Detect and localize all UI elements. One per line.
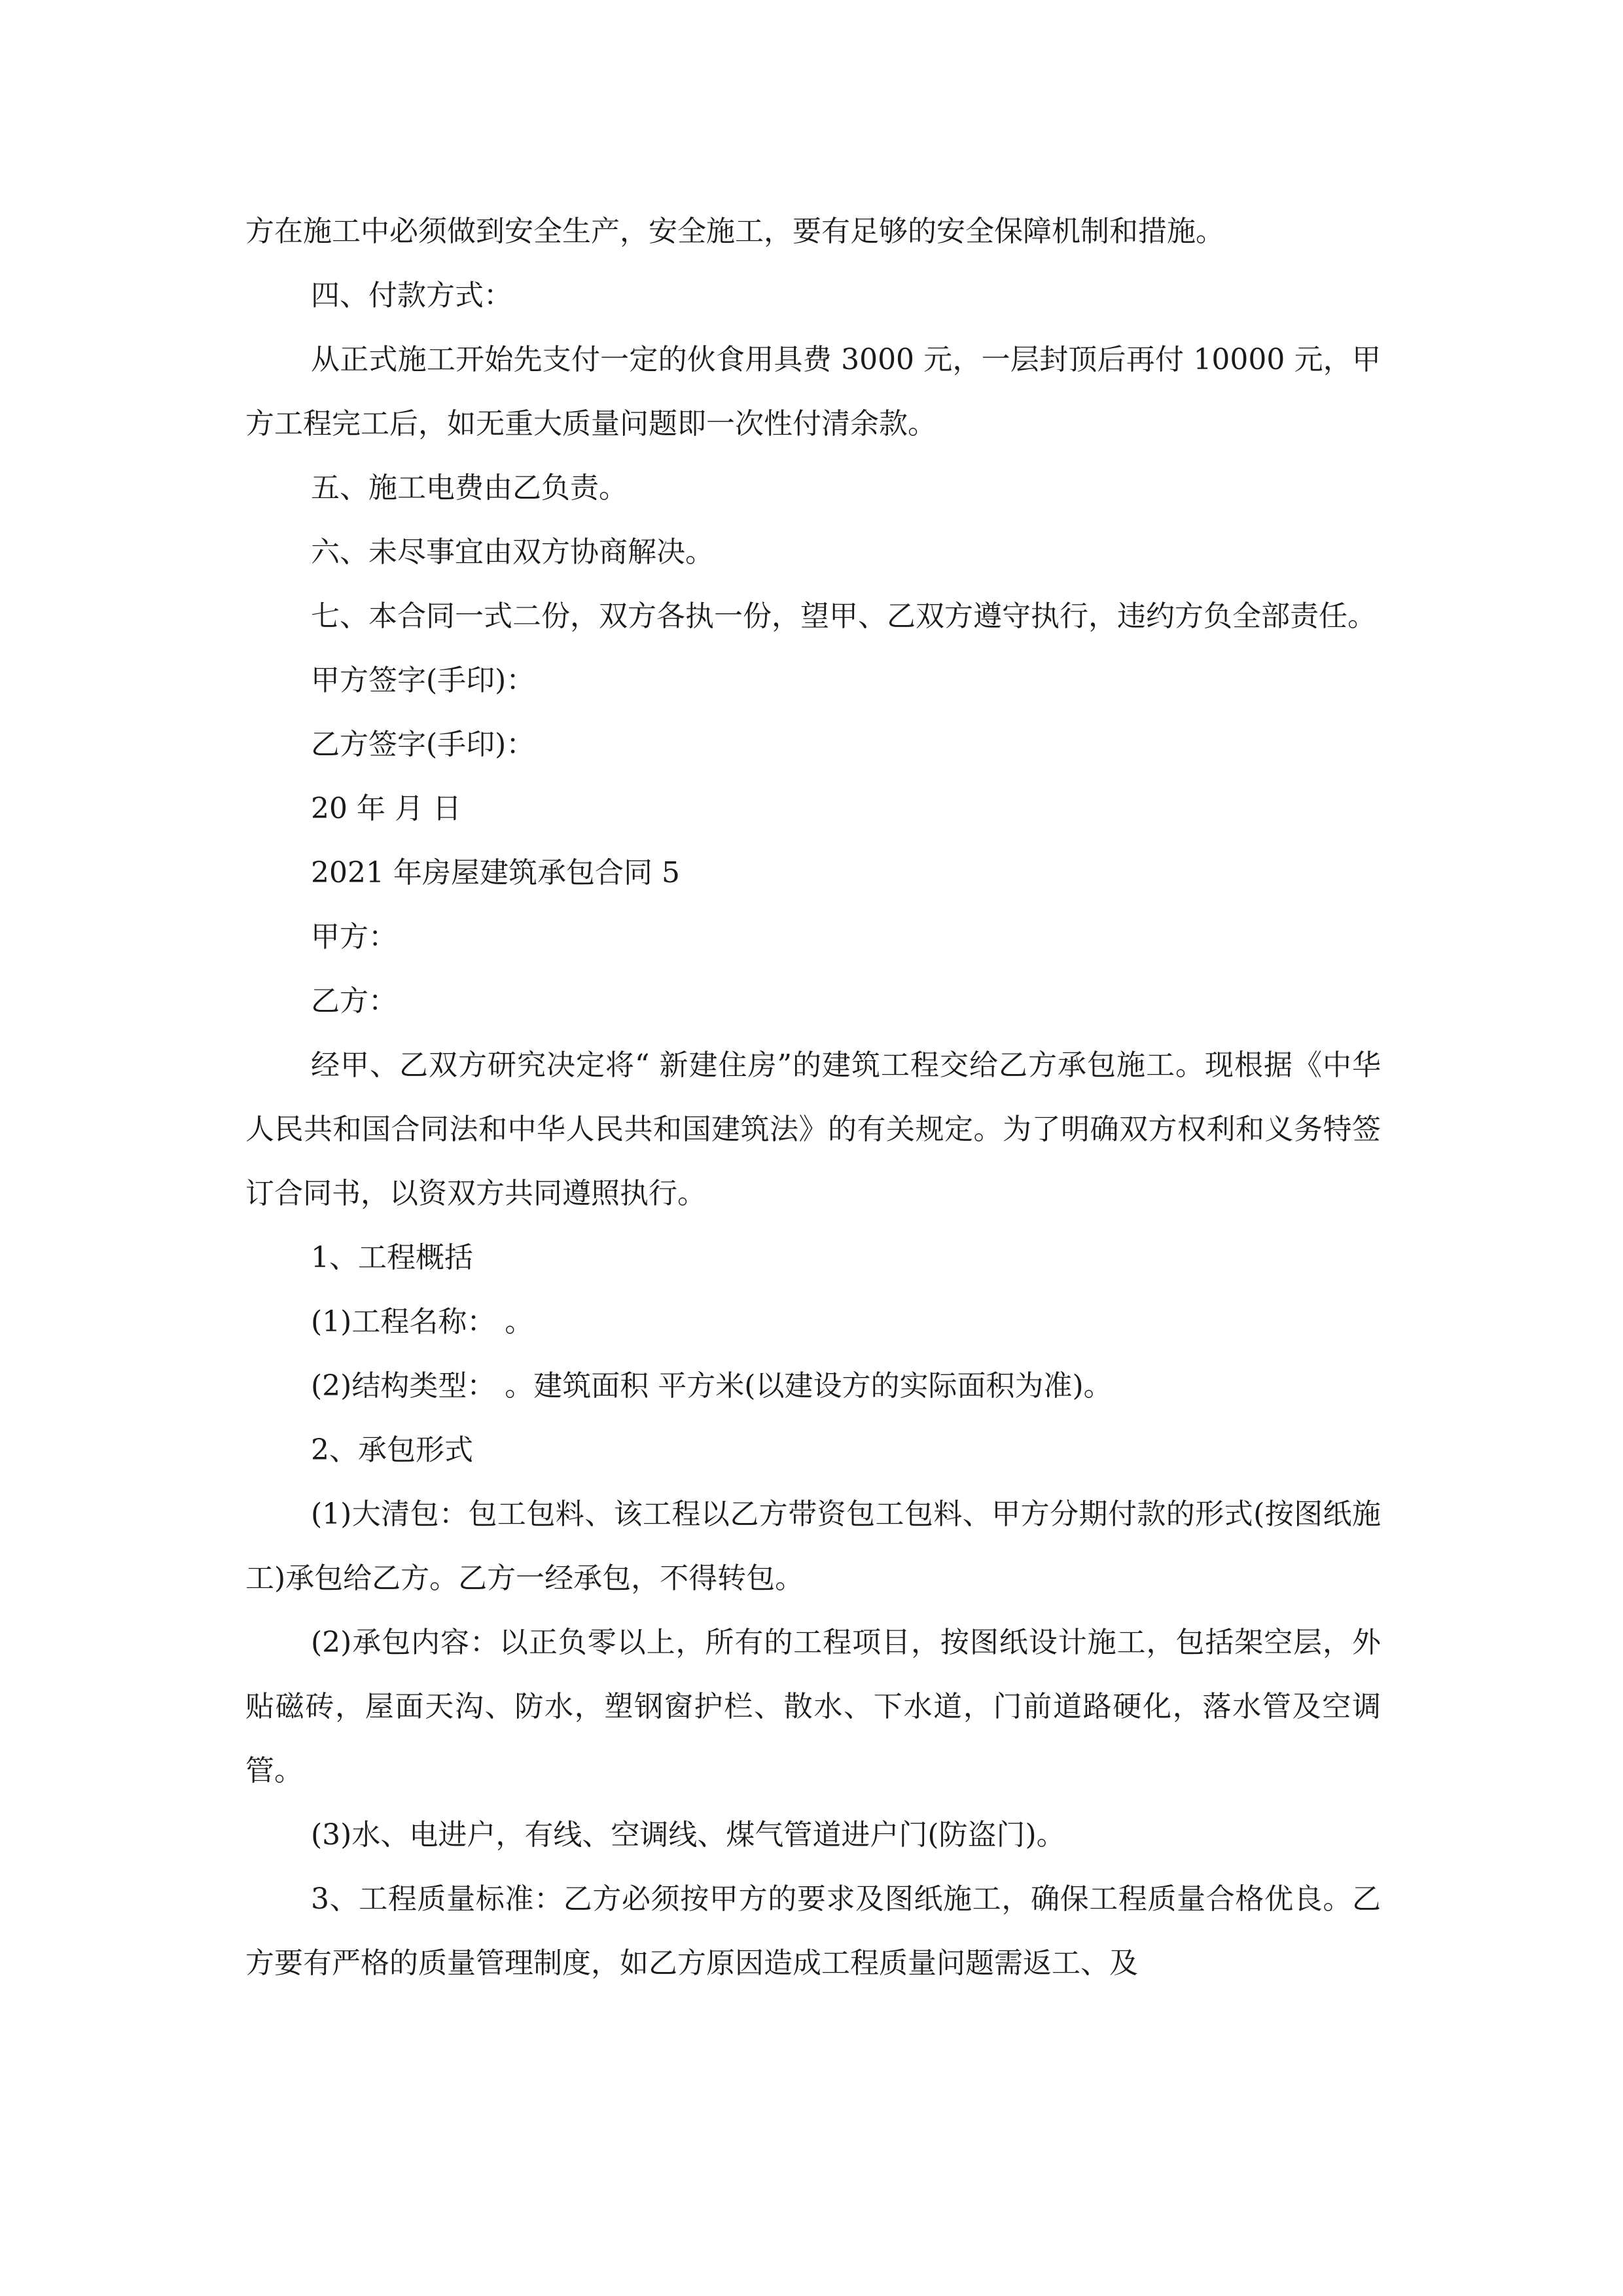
clause-contract-copies: 七、本合同一式二份，双方各执一份，望甲、乙双方遵守执行，违约方负全部责任。 <box>311 600 1376 633</box>
document-body <box>245 200 1381 1996</box>
clause-electricity: 五、施工电费由乙负责。 <box>311 471 628 505</box>
item-project-name: (1)工程名称： 。 <box>311 1305 534 1338</box>
heading-contract-form: 2、承包形式 <box>311 1433 473 1467</box>
item-contract-content: (2)承包内容：以正负零以上，所有的工程项目，按图纸设计施工，包括架空层，外贴磁砖，屋面天沟、防水，塑钢窗护栏、散水、下水道，门前道路硬化，落水管及空调管。 <box>245 1626 1381 1787</box>
item-utilities: (3)水、电进户，有线、空调线、煤气管道进户门(防盗门)。 <box>311 1818 1065 1852</box>
paragraph-safety-continued: 方在施工中必须做到安全生产，安全施工，要有足够的安全保障机制和措施。 <box>245 215 1224 248</box>
contract-title: 2021 年房屋建筑承包合同 5 <box>311 856 680 889</box>
party-a-signature-line: 甲方签字(手印)： <box>311 664 535 697</box>
paragraph-quality-standard: 3、工程质量标准：乙方必须按甲方的要求及图纸施工，确保工程质量合格优良。乙方要有严格的质量管理制度，如乙方原因造成工程质量问题需返工、及 <box>245 1882 1381 1980</box>
heading-payment-method: 四、付款方式： <box>311 279 512 312</box>
clause-unresolved-matters: 六、未尽事宜由双方协商解决。 <box>311 535 714 569</box>
paragraph-payment-terms: 从正式施工开始先支付一定的伙食用具费 3000 元，一层封顶后再付 10000 元，甲方工程完工后，如无重大质量问题即一次性付清余款。 <box>245 343 1381 440</box>
paragraph-preamble: 经甲、乙双方研究决定将“ 新建住房”的建筑工程交给乙方承包施工。现根据《中华人民共和国合同法和中华人民共和国建筑法》的有关规定。为了明确双方权利和义务特签订合同书，以资双方共同遵照执行。 <box>245 1049 1381 1210</box>
item-full-contract: (1)大清包：包工包料、该工程以乙方带资包工包料、甲方分期付款的形式(按图纸施工)承包给乙方。乙方一经承包，不得转包。 <box>245 1498 1381 1595</box>
party-b-line: 乙方： <box>311 984 397 1018</box>
date-line: 20 年 月 日 <box>311 792 461 825</box>
item-structure-type: (2)结构类型： 。建筑面积 平方米(以建设方的实际面积为准)。 <box>311 1369 1113 1403</box>
heading-project-overview: 1、工程概括 <box>311 1241 473 1274</box>
party-b-signature-line: 乙方签字(手印)： <box>311 728 535 761</box>
party-a-line: 甲方： <box>311 920 397 954</box>
